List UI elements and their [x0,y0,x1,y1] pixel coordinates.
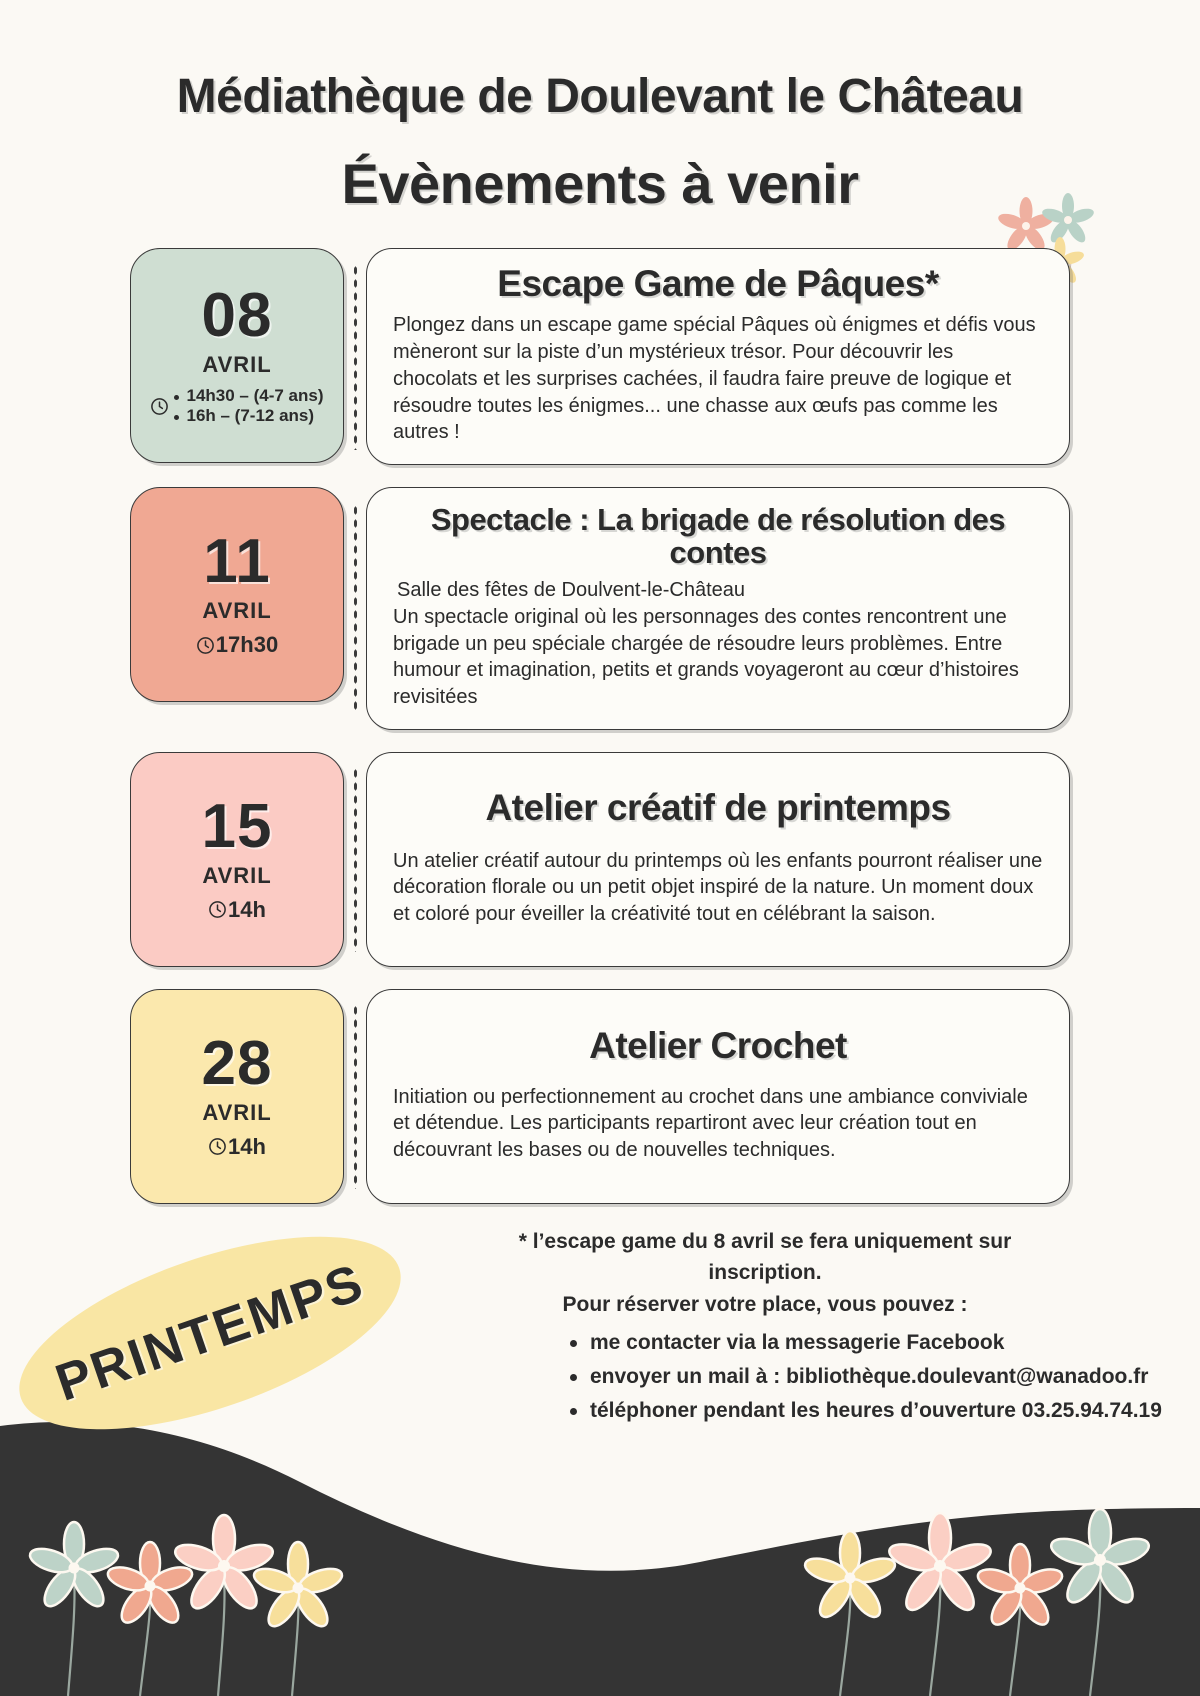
event-title: Atelier créatif de printemps [485,786,951,828]
clock-icon [196,636,215,655]
printemps-label: PRINTEMPS [48,1253,372,1413]
reserve-line: Pour réserver votre place, vous pouvez : [562,1292,968,1316]
contact-list [568,1326,1162,1428]
clock-icon [150,397,169,416]
event-day: 15 [201,791,273,861]
event-time: 14h [228,1133,266,1159]
event-time: 14h [228,896,266,922]
contact-email[interactable]: envoyer un mail à : bibliothèque.doulevant@wanadoo.fr [568,1360,1030,1394]
event-card [366,248,1070,465]
event-times [208,1134,266,1160]
event-month: AVRIL [202,351,272,377]
footer-note [500,1226,1200,1429]
event-time-list [174,386,323,427]
contact-phone[interactable]: téléphoner pendant les heures d’ouverture 03.25.94.74.19 [568,1394,1030,1428]
poster-header [0,0,1200,216]
event-times [208,897,266,923]
event-day: 11 [203,527,271,597]
event-time: 16h – (7-12 ans) [174,406,323,427]
event-description: Plongez dans un escape game spécial Pâques où énigmes et défis vous mèneront sur la piste d’un mystérieux trésor. Pour découvrir les chocolats et les surprises cachées, il faudra faire preuve de logique et résoudre toutes les énigmes... une chasse aux œufs pas comme les autres ! [393,314,1036,444]
dotted-connector [344,487,366,730]
event-item[interactable] [130,752,1070,967]
event-card [366,752,1070,967]
clock-icon [208,1137,227,1156]
event-times [196,632,278,658]
dotted-connector [344,752,366,967]
event-item[interactable] [130,989,1070,1204]
event-month: AVRIL [202,1099,272,1125]
date-badge [130,487,344,702]
event-venue: Salle des fêtes de Doulvent-le-Château [397,579,745,602]
event-item[interactable] [130,248,1070,465]
page-title: Médiathèque de Doulevant le Château [176,70,1024,123]
clock-icon [208,900,227,919]
event-times [150,386,323,427]
event-description: Un spectacle original où les personnages des contes rencontrent une brigade un peu spéciale chargée de résoudre leurs problèmes. Entre humour et imagination, petits et grands voyageront au cœur d’histoires revisitées [393,605,1019,709]
event-item[interactable] [130,487,1070,730]
event-month: AVRIL [202,862,272,888]
event-title: Atelier Crochet [589,1024,847,1066]
event-title: Escape Game de Pâques* [497,263,939,305]
event-description: Un atelier créatif autour du printemps où les enfants pourront réaliser une décoration florale ou un petit objet inspiré de la nature. Un moment doux et coloré pour éveiller la créativité tout en célébrant la saison. [393,849,1043,926]
event-time: 17h30 [215,632,279,658]
contact-facebook[interactable]: me contacter via la messagerie Facebook [568,1326,1030,1360]
event-time: 14h30 – (4-7 ans) [174,386,323,407]
event-list [130,248,1070,1204]
date-badge [130,248,344,463]
date-badge [130,989,344,1204]
event-title: Spectacle : La brigade de résolution des contes [430,502,1006,570]
date-badge [130,752,344,967]
event-description: Initiation ou perfectionnement au crochet dans une ambiance conviviale et détendue. Les participants repartiront avec leur création tout en découvrant les bases ou de nouvelles techniques. [393,1085,1028,1162]
printemps-badge [10,1253,410,1413]
event-day: 28 [201,1028,273,1098]
event-month: AVRIL [202,598,272,624]
dotted-connector [344,989,366,1204]
dotted-connector [344,248,366,465]
asterisk-note: * l’escape game du 8 avril se fera uniquement sur inscription. [518,1229,1012,1285]
event-day: 08 [201,280,273,350]
event-card [366,989,1070,1204]
event-card [366,487,1070,730]
page-subtitle: Évènements à venir [341,152,859,216]
